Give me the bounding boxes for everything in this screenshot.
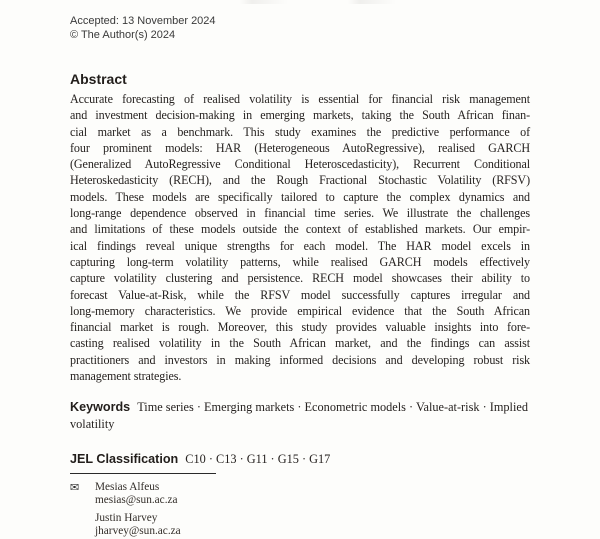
copyright-notice: © The Author(s) 2024 xyxy=(70,28,176,41)
abstract-line: long-range dependence observed in financial time series. We illustrate the challenges xyxy=(70,206,530,221)
keywords-line xyxy=(70,399,530,432)
accepted-date: Accepted: 13 November 2024 xyxy=(70,15,216,27)
scan-artifact-strip xyxy=(0,0,600,4)
abstract-line: capture volatility clustering and persistence. RECH model showcases their ability to xyxy=(70,271,530,286)
abstract-heading: Abstract xyxy=(70,71,127,87)
abstract-line: management strategies. xyxy=(70,369,182,384)
envelope-spacer xyxy=(70,512,95,539)
abstract-line: and limitations of these models outside the context of established markets. Our empir- xyxy=(70,222,530,237)
author-name: Mesias Alfeus xyxy=(95,480,160,493)
jel-text: C10 · C13 · G11 · G15 · G17 xyxy=(185,452,331,467)
abstract-line: casting realised volatility in the South African market, and the findings can assist xyxy=(70,336,530,351)
abstract-line: Heteroskedasticity (RECH), and the Rough Fractional Stochastic Volatility (RFSV) xyxy=(70,173,530,188)
author-email: jharvey@sun.ac.za xyxy=(95,525,181,538)
keywords-text: Time series · Emerging markets · Econometric models · Value-at-risk · Implied volatility xyxy=(70,400,528,431)
abstract-line: long-memory characteristics. We provide empirical evidence that the South African xyxy=(70,303,530,318)
abstract-line: (Generalized AutoRegressive Conditional Heteroscedasticity), Recurrent Conditional xyxy=(70,157,530,172)
author-entry xyxy=(70,512,530,539)
jel-classification-line xyxy=(70,451,530,468)
abstract-line: cial market as a benchmark. This study examines the predictive performance of xyxy=(70,124,530,139)
abstract-line: and investment decision-making in emerging markets, taking the South African finan- xyxy=(70,108,530,123)
author-name: Justin Harvey xyxy=(95,511,158,524)
keywords-label: Keywords xyxy=(70,400,131,415)
abstract-line: financial market is rough. Moreover, this study provides valuable insights into fore- xyxy=(70,320,530,335)
envelope-icon: ✉ xyxy=(70,480,80,494)
footnote-separator xyxy=(70,473,216,474)
abstract-line: four prominent models: HAR (Heterogeneous AutoRegressive), realised GARCH xyxy=(70,140,530,155)
abstract-line: forecast Value-at-Risk, while the RFSV model successfully captures irregular and xyxy=(70,287,530,302)
abstract-line: practitioners and investors in making informed decisions and developing robust risk xyxy=(70,352,530,367)
correspondence-block xyxy=(70,481,530,539)
abstract-text xyxy=(70,91,530,384)
abstract-line: capturing long-term volatility patterns, while realised GARCH models effectively xyxy=(70,254,530,269)
abstract-line: ical findings reveal unique strengths for each model. The HAR model excels in xyxy=(70,238,530,253)
abstract-section xyxy=(70,71,530,384)
jel-label: JEL Classification xyxy=(70,452,179,467)
abstract-line: models. These models are specifically tailored to capture the complex dynamics and xyxy=(70,189,530,204)
author-email: mesias@sun.ac.za xyxy=(95,494,178,507)
corresponding-author-entry xyxy=(70,481,530,508)
abstract-line: Accurate forecasting of realised volatility is essential for financial risk management xyxy=(70,92,530,106)
publication-meta xyxy=(70,15,530,42)
